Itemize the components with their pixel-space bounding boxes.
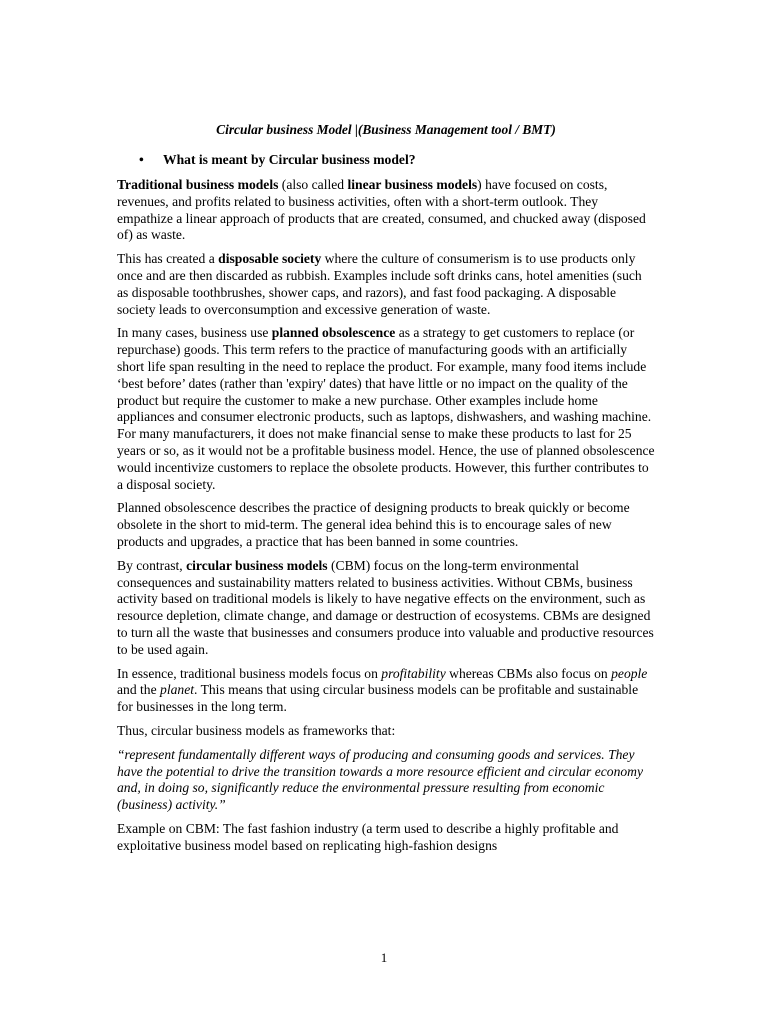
text-run: planet [160,682,195,698]
text-run: Traditional business models [117,177,279,192]
text-run: Thus, circular business models as frameworks that: [117,722,396,738]
paragraph-8 [117,821,655,855]
paragraph-4 [117,500,655,550]
text-run: people [611,665,648,681]
text-run: planned obsolescence [271,325,396,341]
text-run: where the culture of consumerism is to use products only once and are then discarded as rubbish. Examples include soft drinks cans, hotel amenities (such as disposable toothbrushes, shower caps, and razors), and fast food packaging. A disposable society leads to overconsumption and excessive generation of waste. [117,251,642,317]
text-run: Planned obsolescence describes the practice of designing products to break quickly or become obsolete in the short to mid-term. The general idea behind this is to encourage sales of new products and upgrades, a practice that has been banned in some countries. [117,500,630,549]
text-run: In many cases, business use [117,325,272,341]
quote-paragraph [117,747,655,814]
bullet-heading [139,151,655,169]
paragraph-5 [117,558,655,659]
bullet-heading-text: What is meant by Circular business model? [163,152,416,167]
text-run: Example on CBM: The fast fashion industry (a term used to describe a highly profitable and exploitative business model based on replicating high-fashion designs [117,820,619,853]
paragraph-1 [117,177,655,244]
text-run: . This means that using circular business models can be profitable and sustainable for businesses in the long term. [117,682,639,715]
document-body [117,121,655,861]
bullet-dot-icon: • [139,152,144,167]
text-run: This has created a [117,251,219,267]
paragraph-3 [117,325,655,493]
paragraph-7 [117,723,655,740]
paragraph-6 [117,666,655,716]
text-run: In essence, traditional business models focus on [117,665,382,681]
text-run: ) have focused on costs, revenues, and profits related to business activities, often with a short-term outlook. They empathize a linear approach of products that are created, consumed, and chucked away (disposed of) as waste. [117,177,646,243]
document-title: Circular business Model |(Business Management tool / BMT) [216,122,556,137]
text-run: as a strategy to get customers to replace (or repurchase) goods. This term refers to the practice of manufacturing goods with an artificially short life span resulting in the need to replace the product. For example, many food items include ‘best before’ dates (rather than 'expiry' dates) that have little or no impact on the quality of the product but require the customer to make a new purchase. Other examples include home appliances and consumer electronic products, such as laptops, dishwashers, and washing machine. For many manufacturers, it does not make financial sense to make these products to last for 25 years or so, as it would not be a profitable business model. Hence, the use of planned obsolescence would incentivize customers to replace the obsolete products. However, this further contributes to a disposal society. [117,325,655,492]
text-run: “represent fundamentally different ways of producing and consuming goods and services. They have the potential to drive the transition towards a more resource efficient and circular economy and, in doing so, significantly reduce the environmental pressure resulting from economic (business) activity.” [117,746,644,813]
text-run: (also called [278,177,348,192]
text-run: circular business models [186,557,328,573]
text-run: whereas CBMs also focus on [445,665,612,681]
text-run: (CBM) focus on the long-term environmental consequences and sustainability matters related to business activities. Without CBMs, business activity based on traditional models is likely to have negative effects on the environment, such as resource depletion, climate change, and damage or destruction of ecosystems. CBMs are designed to turn all the waste that businesses and consumers produce into valuable and productive resources to be used again. [117,557,654,657]
text-run: By contrast, [117,557,187,573]
page-number: 1 [380,950,388,965]
text-run: linear business models [347,177,478,192]
text-run: disposable society [218,251,322,267]
text-run: and the [117,682,161,698]
paragraph-2 [117,251,655,318]
text-run: profitability [381,665,446,681]
